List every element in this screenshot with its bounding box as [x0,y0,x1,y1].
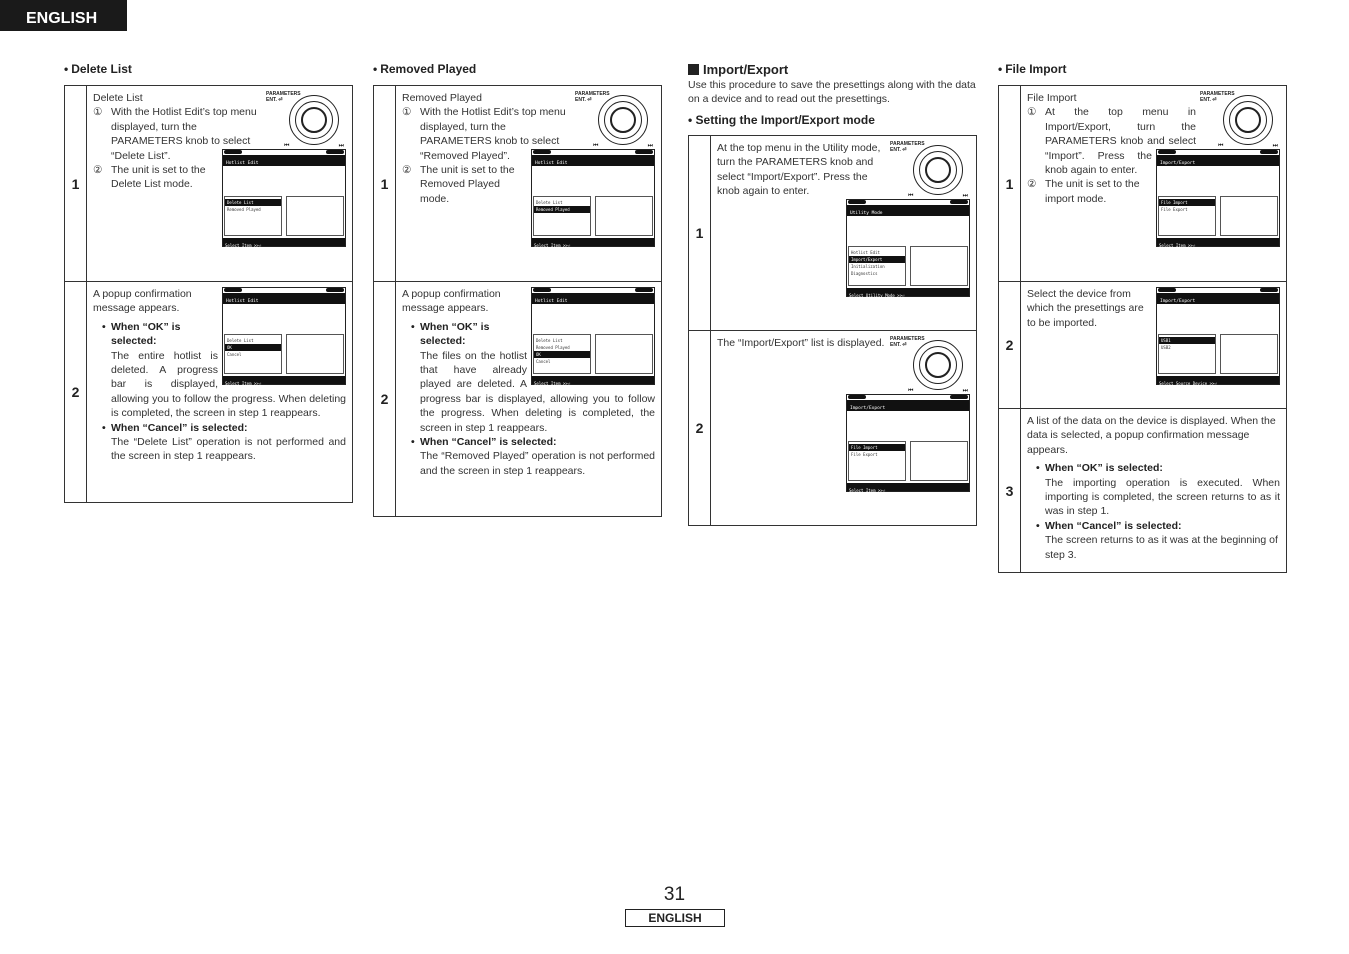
delete-list-steps [64,85,353,503]
step-number: 2 [689,331,711,526]
step-text: The “Import/Export” list is displayed. [717,337,885,349]
lcd-screen: Hotlist Edit Delete List OK Cancel Select Item >>⏎ [222,287,346,385]
step-body: Hotlist Edit Delete List Removed Played OK Cancel Select Item >>⏎ A popup confirmation message appears. • When “OK” is selected: The files on the hotlist that have already played are deleted. A progress bar is displayed, allowing you to follow the progress. When deleting is completed, the screen in step 1 reappears. • When “Cancel” is selected: The “Removed Played” operation is not performed and the screen in step 1 reappears. [396,282,662,517]
file-import-column [998,62,1287,573]
skip-forward-icon: ⏭ [962,193,968,199]
removed-played-steps [373,85,662,517]
cancel-heading: When “Cancel” is selected: [111,421,248,434]
instruction-1: With the Hotlist Edit’s top menu displayed, turn the PARAMETERS knob to select “Delete List”. [111,106,257,162]
knob-icon [913,340,963,390]
parameters-knob-illustration: PARAMETERS ENT. ⏎ ⏮ ⏭ [890,336,970,394]
cancel-heading: When “Cancel” is selected: [420,436,557,449]
ok-heading: When “OK” is selected: [111,320,181,348]
lcd-screen: Import/Export File Import File Export Select Item >>⏎ [1156,149,1280,247]
file-import-heading: • File Import [998,62,1067,76]
skip-back-icon: ⏮ [593,143,599,149]
step-intro: A popup confirmation message appears. [402,288,501,315]
knob-icon [1223,95,1273,145]
delete-list-column [64,62,353,503]
step-body [711,331,977,526]
step-number: 1 [999,86,1021,282]
step-number: 2 [374,282,396,517]
import-export-title: Import/Export [688,62,977,77]
cancel-heading: When “Cancel” is selected: [1045,519,1182,532]
ok-text: The files on the hotlist that have already played are deleted. A progress bar is displayed, allowing you to follow the progress. When deleting is completed, the screen in step 1 reappears. [420,349,655,434]
import-export-description: Use this procedure to save the presettings along with the data on a device and to read out the presettings. [688,79,976,105]
step-number: 1 [689,136,711,331]
step-body: PARAMETERS ENT. ⏎ ⏮ ⏭ Hotlist Edit Delete List Removed Played Select Item >>⏎ Delete List ① With the Hotlist Edit’s top menu displayed, turn the PARAMETERS knob to select “Delete List”. ② The unit is set to the Delete List mode. [87,86,353,282]
instruction-2: The unit is set to the Delete List mode. [111,164,206,191]
import-export-steps [688,135,977,526]
skip-forward-icon: ⏭ [338,143,344,149]
step-intro: A list of the data on the device is displayed. When the data is selected, a popup confirmation message appears. [1027,415,1276,456]
step-text: Select the device from which the presettings are to be imported. [1027,288,1144,329]
instruction-2: The unit is set to the Removed Played mode. [420,164,515,205]
skip-forward-icon: ⏭ [647,143,653,149]
cancel-text: The “Removed Played” operation is not performed and the screen in step 1 reappears. [420,450,655,477]
import-export-column [688,62,977,526]
ok-text: The entire hotlist is deleted. A progress bar is displayed, allowing you to follow the progress. When deleting is completed, the screen in step 1 reappears. [111,349,346,420]
lcd-screen: Hotlist Edit Delete List Removed Played Select Item >>⏎ [531,149,655,247]
cancel-text: The screen returns to as it was at the beginning of step 3. [1045,534,1278,561]
instruction-1: With the Hotlist Edit’s top menu displayed, turn the PARAMETERS knob to select “Removed Played”. [420,106,566,162]
skip-back-icon: ⏮ [284,143,290,149]
ok-text: The importing operation is executed. When importing is completed, the screen returns to as it was in step 1. [1045,476,1280,518]
lcd-screen: Import/Export USB1 USB2 Select Source Device >>⏎ [1156,287,1280,385]
skip-back-icon: ⏮ [908,388,914,394]
lcd-screen: Utility Mode Hotlist Edit Import/Export Initialization Diagnostics Select Utility Mode >>⏎ [846,199,970,297]
step-body [711,136,977,331]
footer-language-label: ENGLISH [625,909,725,927]
step-text: At the top menu in the Utility mode, turn the PARAMETERS knob and select “Import/Export”. Press the knob again to enter. [717,142,881,198]
lcd-screen: Hotlist Edit Delete List Removed Played OK Cancel Select Item >>⏎ [531,287,655,385]
lcd-screen: Import/Export File Import File Export Select Item >>⏎ [846,394,970,492]
parameters-knob-illustration: PARAMETERS ENT. ⏎ ⏮ ⏭ [1200,91,1280,149]
removed-played-column [373,62,662,517]
page-number: 31 [663,884,686,905]
step-title: Delete List [93,92,143,104]
parameters-knob-illustration: PARAMETERS ENT. ⏎ ⏮ ⏭ [890,141,970,199]
step-title: Removed Played [402,92,482,104]
skip-back-icon: ⏮ [1218,143,1224,149]
language-tab: ENGLISH [0,0,127,31]
skip-back-icon: ⏮ [908,193,914,199]
instruction-2: The unit is set to the import mode. [1045,178,1140,205]
step-body: PARAMETERS ENT. ⏎ ⏮ ⏭ Import/Export File Import File Export Select Item >>⏎ File Import ① At the top menu in Import/Export, turn the PARAMETERS knob and select “Import”. Press the knob again to enter. ② The unit is set to the import mode. [1021,86,1287,282]
step-body [1021,282,1287,409]
step-body: A list of the data on the device is displayed. When the data is selected, a popup confirmation message appears. • When “OK” is selected: The importing operation is executed. When importing is completed, the screen returns to as it was in step 1. • When “Cancel” is selected: The screen returns to as it was at the beginning of step 3. [1021,409,1287,573]
removed-played-heading: • Removed Played [373,62,477,76]
parameters-knob-illustration: PARAMETERS ENT. ⏎ ⏮ ⏭ [266,91,346,149]
step-number: 2 [999,282,1021,409]
lcd-screen: Hotlist Edit Delete List Removed Played Select Item >>⏎ [222,149,346,247]
step-body: PARAMETERS ENT. ⏎ ⏮ ⏭ Hotlist Edit Delete List Removed Played Select Item >>⏎ Removed Played ① With the Hotlist Edit’s top menu displayed, turn the PARAMETERS knob to select “Removed Played”. ② The unit is set to the Removed Played mode. [396,86,662,282]
instruction-1: At the top menu in Import/Export, turn the PARAMETERS knob and select “Import”. Press the knob again to enter. [1045,106,1196,177]
file-import-steps [998,85,1287,573]
ok-heading: When “OK” is selected: [420,320,490,348]
step-body: Hotlist Edit Delete List OK Cancel Select Item >>⏎ A popup confirmation message appears. • When “OK” is selected: The entire hotlist is deleted. A progress bar is displayed, allowing you to follow the progress. When deleting is completed, the screen in step 1 reappears. • When “Cancel” is selected: The “Delete List” operation is not performed and the screen in step 1 reappears. [87,282,353,503]
step-number: 2 [65,282,87,503]
setting-mode-heading: • Setting the Import/Export mode [688,113,875,127]
knob-icon [289,95,339,145]
knob-icon [598,95,648,145]
cancel-text: The “Delete List” operation is not performed and the screen in step 1 reappears. [111,436,346,463]
section-square-icon [688,64,699,75]
step-number: 3 [999,409,1021,573]
step-title: File Import [1027,92,1077,104]
step-number: 1 [374,86,396,282]
step-intro: A popup confirmation message appears. [93,288,192,315]
delete-list-heading: • Delete List [64,62,132,76]
knob-icon [913,145,963,195]
parameters-knob-illustration: PARAMETERS ENT. ⏎ ⏮ ⏭ [575,91,655,149]
step-number: 1 [65,86,87,282]
skip-forward-icon: ⏭ [962,388,968,394]
ok-heading: When “OK” is selected: [1045,462,1163,475]
skip-forward-icon: ⏭ [1272,143,1278,149]
